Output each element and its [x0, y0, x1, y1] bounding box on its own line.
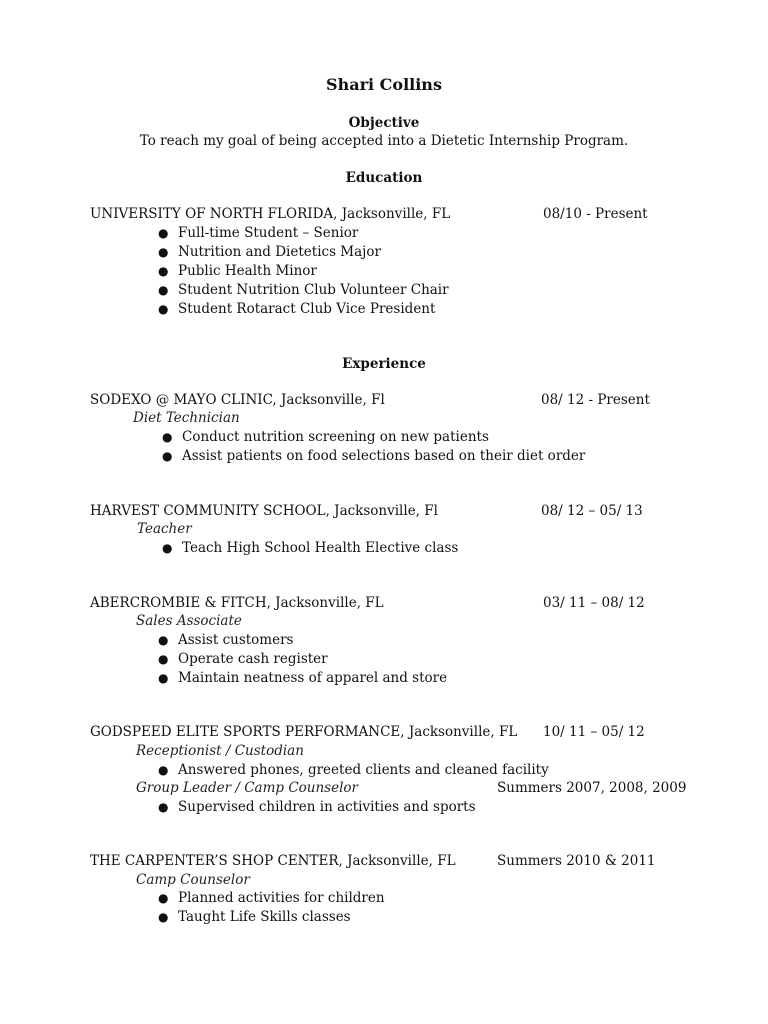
list-item: ● Student Rotaract Club Vice President [158, 301, 436, 317]
objective-text: To reach my goal of being accepted into a Dietetic Internship Program. [139, 133, 629, 149]
resume-name: Shari Collins [326, 75, 442, 94]
list-item: ● Answered phones, greeted clients and cleaned facility [158, 762, 549, 778]
list-item: ● Student Nutrition Club Volunteer Chair [158, 282, 449, 298]
bullet-icon: ● [162, 449, 173, 463]
bullet-icon: ● [162, 430, 173, 444]
bullet-icon: ● [158, 226, 169, 240]
list-item: ● Assist patients on food selections based on their diet order [162, 448, 586, 464]
bullet-icon: ● [162, 541, 173, 555]
bullet-icon: ● [158, 910, 169, 924]
experience-org: ABERCROMBIE & FITCH, Jacksonville, FL [90, 595, 384, 611]
bullet-icon: ● [158, 800, 169, 814]
bullet-icon: ● [158, 283, 169, 297]
list-item: ● Taught Life Skills classes [158, 909, 351, 925]
bullet-icon: ● [158, 302, 169, 316]
education-org: UNIVERSITY OF NORTH FLORIDA, Jacksonville, FL [90, 206, 451, 222]
bullet-icon: ● [158, 245, 169, 259]
experience-role: Sales Associate [136, 613, 242, 629]
education-date: 08/10 - Present [543, 206, 648, 222]
list-item: ● Full-time Student – Senior [158, 225, 359, 241]
experience-role: Receptionist / Custodian [136, 743, 304, 759]
bullet-icon: ● [158, 633, 169, 647]
education-heading: Education [345, 170, 423, 186]
list-item: ● Supervised children in activities and sports [158, 799, 476, 815]
list-item: ● Planned activities for children [158, 890, 385, 906]
list-item: ● Operate cash register [158, 651, 328, 667]
list-item: ● Public Health Minor [158, 263, 317, 279]
list-item: ● Conduct nutrition screening on new patients [162, 429, 489, 445]
experience-date: Summers 2010 & 2011 [497, 853, 656, 869]
experience-date: 10/ 11 – 05/ 12 [543, 724, 645, 740]
list-item: ● Teach High School Health Elective class [162, 540, 459, 556]
list-item: ● Maintain neatness of apparel and store [158, 670, 448, 686]
experience-role: Camp Counselor [136, 872, 250, 888]
experience-date: 08/ 12 – 05/ 13 [541, 503, 643, 519]
experience-org: HARVEST COMMUNITY SCHOOL, Jacksonville, Fl [90, 503, 438, 519]
bullet-icon: ● [158, 763, 169, 777]
experience-date: Summers 2007, 2008, 2009 [497, 780, 687, 796]
experience-role: Teacher [137, 521, 192, 537]
experience-date: 08/ 12 - Present [541, 392, 650, 408]
experience-org: GODSPEED ELITE SPORTS PERFORMANCE, Jacksonville, FL [90, 724, 518, 740]
experience-org: SODEXO @ MAYO CLINIC, Jacksonville, Fl [90, 392, 385, 408]
list-item: ● Nutrition and Dietetics Major [158, 244, 381, 260]
experience-date: 03/ 11 – 08/ 12 [543, 595, 645, 611]
experience-heading: Experience [342, 356, 426, 372]
objective-heading: Objective [348, 115, 420, 131]
bullet-icon: ● [158, 891, 169, 905]
experience-org: THE CARPENTER’S SHOP CENTER, Jacksonville, FL [90, 853, 456, 869]
list-item: ● Assist customers [158, 632, 294, 648]
experience-role: Diet Technician [133, 410, 240, 426]
experience-role: Group Leader / Camp Counselor [136, 780, 358, 796]
bullet-icon: ● [158, 671, 169, 685]
bullet-icon: ● [158, 652, 169, 666]
bullet-icon: ● [158, 264, 169, 278]
